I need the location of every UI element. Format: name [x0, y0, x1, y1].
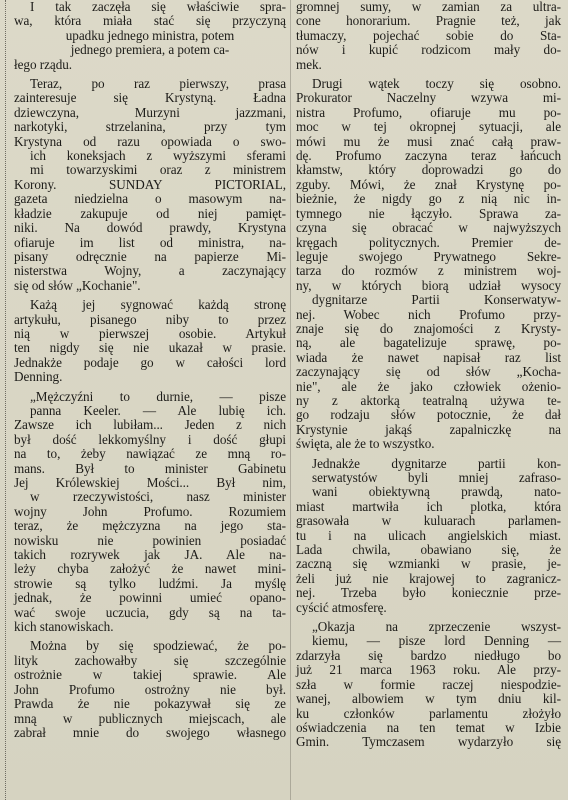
text-line: Można by się spodziewać, że po-	[30, 638, 286, 654]
text-line: Drugi wątek toczy się osobno.	[312, 76, 561, 92]
article-column-right	[296, 0, 561, 750]
text-line: „Okazja na zprzeczenie wszyst-	[312, 619, 561, 635]
text-line: cone honorarium. Pragnie też, jak	[296, 13, 561, 29]
text-line: niki. Na dowód prawdy, Krystyna	[14, 220, 286, 236]
text-line: czyna się obracać w najwyższych	[296, 220, 561, 236]
page-gutter-rule	[0, 0, 6, 800]
text-line: leguje swojego Prywatnego Sekre-	[296, 248, 561, 264]
text-line: zaczną się wzmianki w prasie, je-	[296, 556, 561, 572]
text-line: artykułu, pisanego niby to przez	[14, 311, 286, 327]
text-line: Teraz, po raz pierwszy, prasa	[30, 76, 286, 92]
text-line: lityk zachowałby się szczególnie	[14, 652, 286, 668]
text-line: jednego premiera, a potem ca-	[70, 42, 230, 58]
text-line: dziewczyna, Murzyni jazzmani,	[14, 104, 286, 120]
text-line: ich koneksjach z wyższymi sferami	[30, 148, 286, 164]
text-line: nej. Trzeba było koniecznie prze-	[296, 585, 561, 601]
text-line: Jednakże podaje go w całości lord	[14, 354, 286, 370]
text-line: szła w formie raczej niespodzie-	[296, 676, 561, 692]
text-line: moc w tej okropnej sytuacji, ale	[296, 119, 561, 135]
text-line: mans. Był to minister Gabinetu	[14, 460, 286, 476]
text-line: wa, która miała stać się przyczyną	[14, 13, 286, 29]
text-line: takich rozrywek jak JA. Ale na-	[14, 547, 286, 563]
text-line: tymnego nie łączyło. Sprawa za-	[296, 205, 561, 221]
text-line: jednak, że powinni umieć opano-	[14, 590, 286, 606]
text-line: go rodzaju słów potocznie, że dał	[296, 407, 561, 423]
text-line: kręgach politycznych. Premier de-	[296, 234, 561, 250]
text-line: znaje się do znajomości z Krysty-	[296, 320, 561, 336]
text-line: ostrożnie w takiej sprawie. Ale	[14, 667, 286, 683]
text-line: Prawda że nie pokazywał się ze	[14, 696, 286, 712]
text-line: nią w pierwszej osobie. Artykuł	[14, 325, 286, 341]
text-line: święta, ale że to wszystko.	[296, 436, 435, 452]
text-line: Prokurator Naczelny wzywa mi-	[296, 90, 561, 106]
text-line: w rzeczywistości, nasz minister	[30, 489, 286, 505]
column-divider	[290, 0, 291, 800]
text-line: wanej, albowiem w tym dniu kil-	[296, 691, 561, 707]
text-line: Denning.	[14, 369, 63, 385]
text-line: już 21 marca 1963 roku. Ale przy-	[296, 662, 561, 678]
text-line: kiemu, — pisze lord Denning —	[312, 633, 561, 649]
text-line: miast martwiła ich plotka, która	[296, 498, 561, 514]
text-line: żeli już nie krajowej to zagranicz-	[296, 570, 561, 586]
text-line: wani obiektywną prawdą, nato-	[312, 484, 561, 500]
text-line: cyścić atmosferę.	[296, 599, 387, 615]
text-line: Gmin. Tymczasem wydarzyło się	[296, 734, 561, 750]
text-line: nie", ale że jako człowiek ożenio-	[296, 378, 561, 394]
text-line: narkotyki, strzelanina, przy tym	[14, 119, 286, 135]
text-line: Krystynie jakąś zapalniczkę na	[296, 421, 561, 437]
text-line: dygnitarze Partii Konserwatyw-	[312, 292, 561, 308]
text-line: „Mężczyźni to durnie, — pisze	[30, 388, 286, 404]
text-line: zaczynający się od słów „Kocha-	[296, 364, 561, 380]
text-line: zdarzyła się bardzo niedługo bo	[296, 647, 561, 663]
text-line: Korony. SUNDAY PICTORIAL,	[14, 176, 286, 192]
text-line: gazeta niedzielna o masowym na-	[14, 191, 286, 207]
text-line: gromnej sumy, w zamian za ultra-	[296, 0, 561, 14]
text-line: mówi mu że musi znać całą praw-	[296, 133, 561, 149]
text-line: wać swoje uczucia, gdy są na ta-	[14, 604, 286, 620]
text-line: Każą jej sygnować każdą stronę	[30, 297, 286, 313]
text-line: ny, w których biorą udział wysocy	[296, 277, 561, 293]
text-line: dę. Profumo zaczyna teraz łańcuch	[296, 148, 561, 164]
text-line: bieżnie, że nigdy go z nią nic in-	[296, 191, 561, 207]
text-line: się od słów „Kochanie".	[14, 277, 141, 293]
text-line: leży chyba założyć że nawet mini-	[14, 561, 286, 577]
text-line: pisany odręcznie na papierze Mi-	[14, 248, 286, 264]
text-line: nistra Profumo, ofiaruje mu po-	[296, 104, 561, 120]
text-line: ny z aktorką teatralną używa te-	[296, 392, 561, 408]
text-line: strowie są tylko ludźmi. Ja myślę	[14, 575, 286, 591]
text-line: ną, ale bagatelizuje sprawę, po-	[296, 335, 561, 351]
text-line: mek.	[296, 56, 322, 72]
text-line: kładzie zakupuje od niej pamięt-	[14, 205, 286, 221]
text-line: tu i na ulicach angielskich miast.	[296, 527, 561, 543]
text-line: Lada chwila, obawiano się, że	[296, 542, 561, 558]
text-line: panna Keeler. — Ale lubię ich.	[30, 402, 286, 418]
text-line: nów i kupić rodzicom mały do-	[296, 42, 561, 58]
text-line: na to, żeby nawiązać ze mną ro-	[14, 446, 286, 462]
text-line: teraz, że mężczyzna na jego sta-	[14, 518, 286, 534]
text-line: mi towarzyskimi oraz z ministrem	[30, 162, 286, 178]
text-line: kich stanowiskach.	[14, 619, 114, 635]
text-line: oświadczenia na ten temat w Izbie	[296, 719, 561, 735]
text-line: Krystyna od razu opowiada o swo-	[14, 133, 286, 149]
text-line: nowisku nie powinien posiadać	[14, 532, 286, 548]
text-line: ofiaruje im list od ministra, na-	[14, 234, 286, 250]
text-line: zguby. Mówi, że znał Krystynę po-	[296, 176, 561, 192]
text-line: tarza do rozmów z ministrem woj-	[296, 263, 561, 279]
text-line: serwatystów byli mniej zafraso-	[312, 470, 561, 485]
article-column-left	[14, 0, 286, 740]
text-line: łego rządu.	[14, 56, 73, 72]
text-line: nisterstwa Wojny, a zaczynający	[14, 263, 286, 279]
text-line: John Profumo ostrożny nie był.	[14, 681, 286, 697]
text-line: zabrał mnie do swojego własnego	[14, 724, 286, 740]
text-line: wiada że nawet napisał raz list	[296, 349, 561, 365]
text-line: kłamstw, który doprowadzi go do	[296, 162, 561, 178]
text-line: ku członków parlamentu złożyło	[296, 705, 561, 721]
text-line: tłumaczy, pojechać sobie do Sta-	[296, 27, 561, 43]
text-line: Zawsze ich lubiłam... Jeden z nich	[14, 417, 286, 433]
text-line: wojny John Profumo. Rozumiem	[14, 503, 286, 519]
text-line: mną w publicznych miejscach, ale	[14, 710, 286, 726]
text-line: grasowała w kuluarach parlamen-	[296, 513, 561, 529]
text-line: upadku jednego ministra, potem	[65, 27, 235, 43]
text-line: był dość lekkomyślny i dość głupi	[14, 431, 286, 447]
text-line: I tak zaczęła się właściwie spra-	[30, 0, 286, 14]
text-line: nej. Wobec nich Profumo przy-	[296, 306, 561, 322]
text-line: Jej Królewskiej Mości... Był nim,	[14, 475, 286, 490]
text-line: zainteresuje się Krystyną. Ładna	[14, 90, 286, 106]
text-line: Jednakże dygnitarze partii kon-	[312, 455, 561, 471]
text-line: ten nigdy się nie ukazał w prasie.	[14, 340, 286, 356]
